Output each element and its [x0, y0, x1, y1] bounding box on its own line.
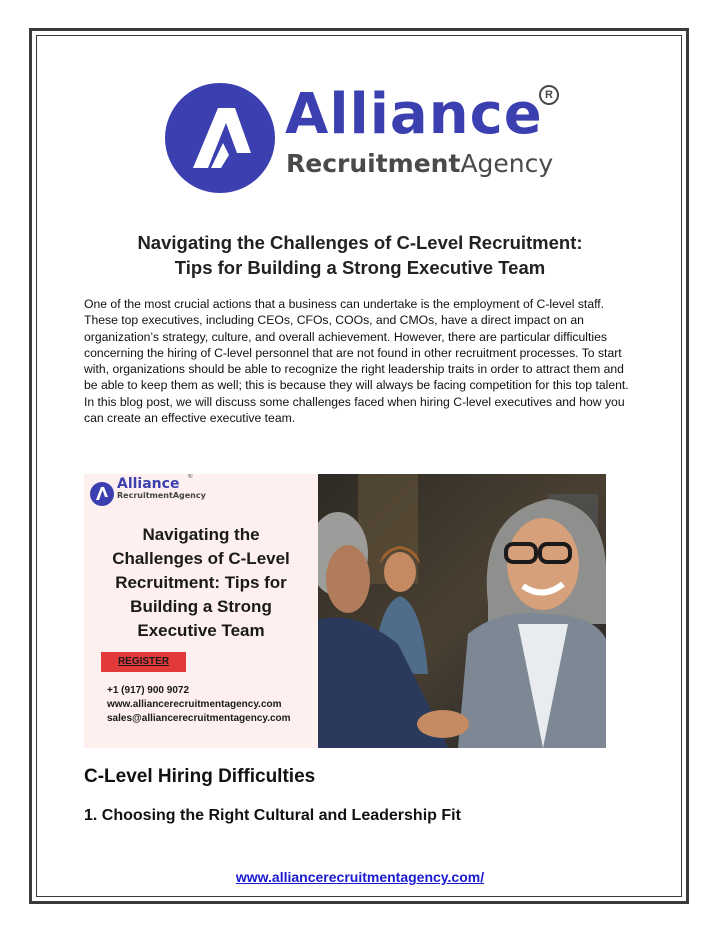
section-heading: C-Level Hiring Difficulties	[84, 766, 316, 787]
banner-text-panel	[84, 474, 318, 748]
logo-wordmark-agency: Agency	[460, 149, 554, 178]
logo-wordmark-alliance: Alliance	[285, 82, 543, 147]
banner-heading-line: Executive Team	[137, 621, 265, 640]
banner-heading-line: Recruitment: Tips for	[115, 573, 287, 592]
banner-registered-mark: ®	[188, 474, 193, 480]
handshake-photo	[318, 474, 606, 748]
banner-logo-recruitment-agency: RecruitmentAgency	[117, 491, 206, 500]
banner-logo-alliance: Alliance	[117, 476, 180, 492]
article-title	[84, 230, 636, 280]
register-button[interactable]: REGISTER	[101, 652, 186, 672]
banner-heading-line: Challenges of C-Level	[112, 549, 290, 568]
banner-contact-info	[107, 684, 312, 725]
article-intro: One of the most crucial actions that a business can undertake is the employment of C-level staff. These top executives, including CEOs, CFOs, COOs, and CMOs, have a direct impact on an organization’s strategy, culture, and overall achievement. However, there are particular difficulties concerning the hiring of C-level personnel that are not found in other recruitment processes. To start with, organizations should be able to recognize the right leadership traits in order to attract them and be able to keep them as well; this is because they will always be facing competition for this top talent. In this blog post, we will discuss some challenges faced when hiring C-level executives and how you can create an effective executive team.	[84, 297, 629, 426]
banner-email: sales@alliancerecruitmentagency.com	[107, 712, 291, 724]
article-title-line-1: Navigating the Challenges of C-Level Recruitment:	[137, 232, 583, 253]
banner-heading-line: Navigating the	[142, 525, 260, 544]
footer-website-link[interactable]: www.alliancerecruitmentagency.com/	[235, 869, 485, 885]
banner-heading	[92, 523, 310, 643]
logo-wordmark-recruitment: Recruitment	[286, 149, 461, 178]
logo-wordmark-recruitment-agency	[286, 149, 553, 179]
banner-heading-line: Building a Strong	[130, 597, 272, 616]
banner-phone: +1 (917) 900 9072	[107, 685, 190, 696]
logo-mark-icon	[163, 83, 281, 194]
article-title-line-2: Tips for Building a Strong Executive Team	[174, 257, 546, 278]
banner-website: www.alliancerecruitmentagency.com	[107, 698, 282, 710]
company-logo	[163, 83, 557, 194]
article-banner-image	[84, 474, 606, 748]
banner-logo-mark-icon	[89, 481, 115, 507]
registered-mark-icon: R	[539, 85, 559, 105]
subsection-heading: 1. Choosing the Right Cultural and Leadership Fit	[84, 807, 461, 824]
